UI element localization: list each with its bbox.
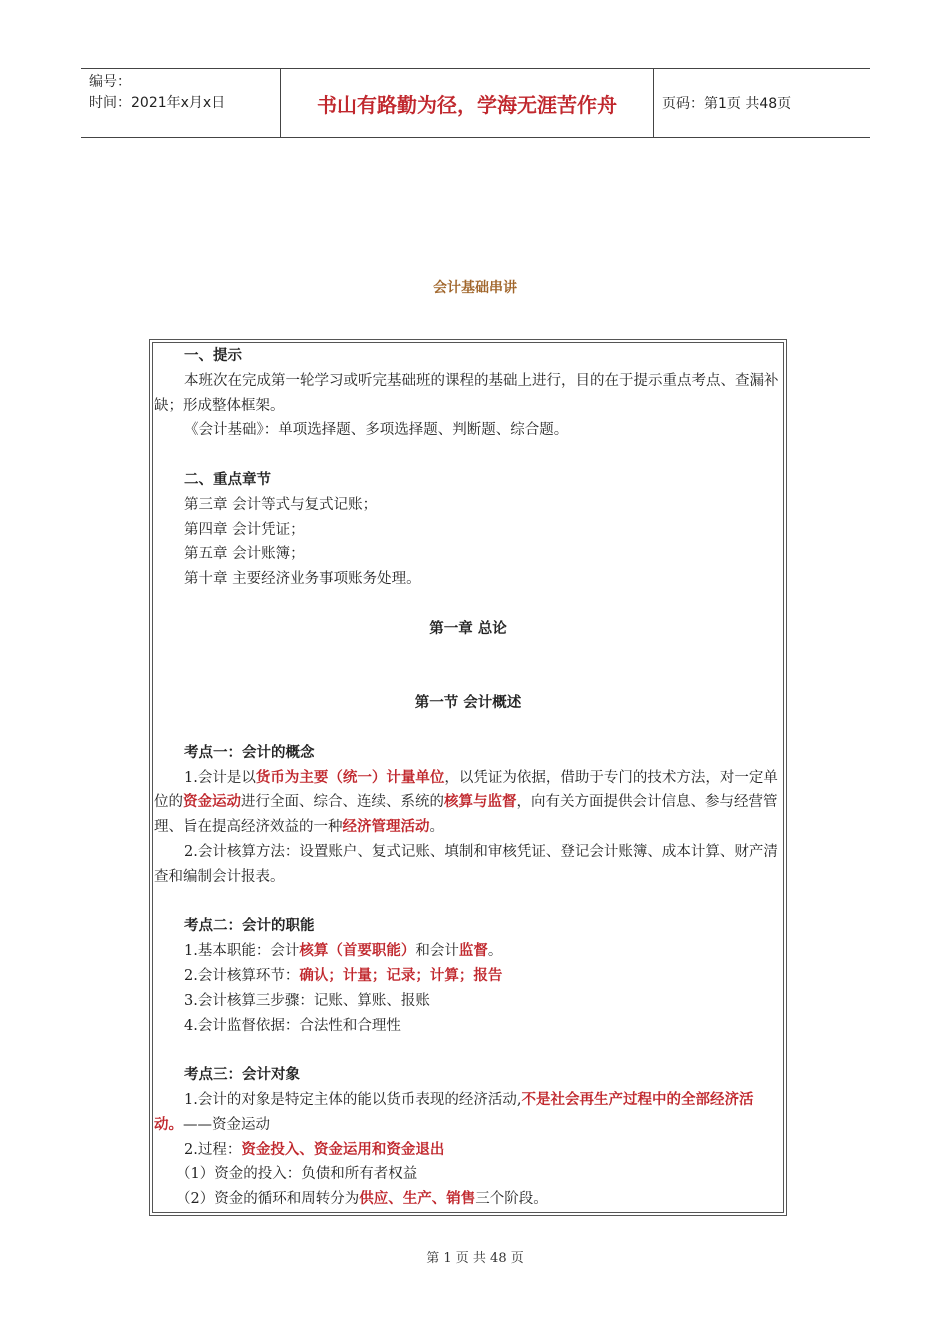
highlight: 不是社会再生产过程中的全部经济活动。: [154, 1091, 754, 1133]
list-item: 第十章 主要经济业务事项账务处理。: [184, 571, 421, 588]
paragraph: 1.会计是以货币为主要（统一）计量单位，以凭证为依据，借助于专门的技术方法，对一定单位的资金运动进行全面、综合、连续、系统的核算与监督，向有关方面提供会计信息、参与经营管理、旨在提高经济效益的一种经济管理活动。: [154, 769, 778, 836]
highlight: 核算（首要职能）: [299, 943, 416, 960]
list-item: 第四章 会计凭证；: [184, 521, 305, 538]
highlight: 资金投入、资金运用和资金退出: [241, 1141, 445, 1158]
section-title: 第一节 会计概述: [414, 695, 522, 712]
topic-heading: 考点三：会计对象: [184, 1067, 300, 1084]
content-box: [149, 339, 787, 1216]
chapter-title: 第一章 总论: [429, 620, 507, 637]
section-heading: 二、重点章节: [184, 471, 271, 488]
header-motto: 书山有路勤为径，学海无涯苦作舟: [281, 69, 654, 137]
highlight: 供应、生产、销售: [359, 1191, 476, 1208]
time-label: 时间：2021年x月x日: [89, 95, 226, 111]
highlight: 监督: [458, 943, 488, 960]
paragraph: 本班次在完成第一轮学习或听完基础班的课程的基础上进行，目的在于提示重点考点、查漏补缺；形成整体框架。: [154, 372, 779, 414]
paragraph: 2.过程：资金投入、资金运用和资金退出: [184, 1141, 445, 1158]
number-label: 编号：: [89, 74, 131, 90]
header-left-cell: [81, 69, 281, 137]
highlight: 经济管理活动: [342, 819, 430, 836]
paragraph: 1.基本职能：会计核算（首要职能）和会计监督。: [184, 943, 503, 960]
paragraph: 2.会计核算方法：设置账户、复式记账、填制和审核凭证、登记会计账簿、成本计算、财产清查和编制会计报表。: [154, 843, 778, 885]
paragraph: 3.会计核算三步骤：记账、算账、报账: [184, 992, 430, 1009]
paragraph: （1）资金的投入：负债和所有者权益: [176, 1166, 418, 1183]
paragraph: （2）资金的循环和周转分为供应、生产、销售三个阶段。: [176, 1191, 548, 1208]
document-header: [81, 68, 870, 138]
highlight: 资金运动: [183, 794, 241, 811]
document-title: 会计基础串讲: [433, 280, 517, 296]
section-heading: 一、提示: [184, 348, 242, 364]
highlight: 货币为主要（统一）计量单位: [255, 769, 445, 786]
header-page-info: 页码：第1页 共48页: [662, 96, 792, 112]
paragraph: 《会计基础》：单项选择题、多项选择题、判断题、综合题。: [184, 422, 569, 439]
content-text: [150, 344, 786, 1212]
highlight: 核算与监督: [444, 794, 517, 811]
page-footer: 第 1 页 共 48 页: [426, 1251, 524, 1266]
list-item: 第三章 会计等式与复式记账；: [184, 496, 378, 513]
paragraph: 2.会计核算环节：确认；计量；记录；计算；报告: [184, 967, 503, 984]
topic-heading: 考点一：会计的概念: [184, 744, 315, 761]
topic-heading: 考点二：会计的职能: [184, 918, 315, 935]
highlight: 确认；计量；记录；计算；报告: [299, 967, 503, 984]
paragraph: 4.会计监督依据：合法性和合理性: [184, 1017, 401, 1034]
paragraph: 1.会计的对象是特定主体的能以货币表现的经济活动,不是社会再生产过程中的全部经济活动。——资金运动: [154, 1091, 754, 1133]
list-item: 第五章 会计账簿；: [184, 546, 305, 563]
